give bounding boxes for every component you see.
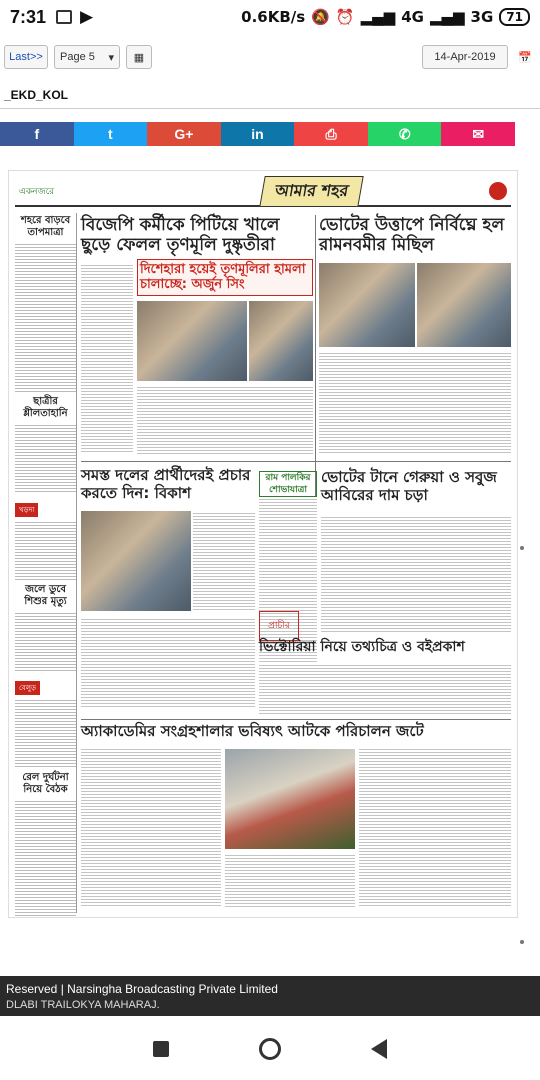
ad-box[interactable]: প্রাচীর <box>259 611 299 641</box>
share-bar <box>0 122 515 146</box>
recents-icon[interactable] <box>153 1041 169 1057</box>
sim-icon <box>56 10 72 24</box>
side-heading-3[interactable]: জলে ডুবে শিশুর মৃত্যু <box>24 584 67 607</box>
headline-3[interactable]: দিশেহারা হয়েই তৃণমূলিরা হামলা চালাচ্ছে: অর্জুন সিং <box>137 259 313 296</box>
headline-1[interactable]: বিজেপি কর্মীকে পিটিয়ে খালে ছুড়ে ফেলল তৃণমূলি দুষ্কৃতীরা <box>81 215 280 256</box>
grid-view-icon[interactable]: ▦ <box>126 45 152 69</box>
article-text <box>15 611 76 671</box>
headline-4[interactable]: সমস্ত দলের প্রার্থীদেরই প্রচার করতে দিন: বিকাশ <box>81 466 251 502</box>
page-indicator-dot <box>520 546 524 550</box>
mute-icon: 🔕 <box>311 8 330 26</box>
signal-icon-2: ▂▄▆ <box>429 8 465 26</box>
headline-5[interactable]: ভোটের টানে গেরুয়া ও সবুজ আবিরের দাম চড়া <box>321 468 497 504</box>
news-photo[interactable] <box>417 263 511 347</box>
article-text <box>15 242 76 392</box>
headline-7[interactable]: অ্যাকাডেমির সংগ্রহশালার ভবিষ্যৎ আটকে পরিচালন জটে <box>81 722 424 740</box>
network-speed: 0.6KB/s <box>241 8 306 26</box>
home-icon[interactable] <box>259 1038 281 1060</box>
masthead-title: আমার শহর <box>260 176 365 207</box>
article-text <box>15 423 76 493</box>
calendar-icon[interactable]: 📅 <box>518 51 532 64</box>
headline-2[interactable]: ভোটের উত্তাপে নির্বিঘ্নে হল রামনবমীর মিছিল <box>319 215 505 256</box>
article-text <box>225 853 355 907</box>
news-photo[interactable] <box>81 511 191 611</box>
article-text <box>319 351 511 455</box>
epaper-toolbar <box>0 40 540 74</box>
article-text <box>193 511 255 611</box>
left-column <box>15 213 77 913</box>
network-type-2: 3G <box>470 8 494 26</box>
whatsapp-icon[interactable]: ✆ <box>368 122 442 146</box>
news-photo[interactable] <box>319 263 415 347</box>
status-time: 7:31 <box>10 6 47 27</box>
print-icon[interactable]: ⎙ <box>294 122 368 146</box>
side-heading-4[interactable]: রেল দুর্ঘটনা নিয়ে বৈঠক <box>22 772 69 795</box>
masthead-left: একনজরে <box>19 186 55 197</box>
section-rule <box>81 719 511 720</box>
facebook-icon[interactable]: f <box>0 122 74 146</box>
article-text <box>137 385 313 455</box>
battery-indicator: 71 <box>499 8 530 26</box>
side-tag-2: বেলুড় <box>15 681 40 695</box>
status-bar <box>0 0 540 34</box>
article-text <box>259 663 511 715</box>
page-masthead <box>15 177 511 207</box>
article-text <box>15 698 76 768</box>
linkedin-icon[interactable]: in <box>221 122 295 146</box>
headline-8[interactable]: রাম পালকির শোভাযাত্রা <box>259 471 317 497</box>
copyright-text: Reserved | Narsingha Broadcasting Private Limited <box>6 982 278 996</box>
newspaper-page[interactable] <box>8 170 518 918</box>
article-text <box>15 799 76 918</box>
side-heading-2[interactable]: ছাত্রীর শ্লীলতাহানি <box>23 396 68 419</box>
column-rule <box>315 215 316 515</box>
footer-line-2: DLABI TRAILOKYA MAHARAJ. <box>6 999 160 1011</box>
article-text <box>321 515 511 633</box>
twitter-icon[interactable]: t <box>74 122 148 146</box>
divider <box>0 108 540 109</box>
article-text <box>359 747 511 907</box>
masthead-logo <box>489 182 507 200</box>
chevron-down-icon: ▾ <box>108 51 114 64</box>
headline-6[interactable]: ভিক্টোরিয়া নিয়ে তথ্যচিত্র ও বইপ্রকাশ <box>259 639 465 655</box>
signal-icon: ▂▄▆ <box>360 8 396 26</box>
page-select-value: Page 5 <box>60 51 95 63</box>
alarm-icon: ⏰ <box>335 8 355 26</box>
article-text <box>15 520 76 580</box>
googleplus-icon[interactable]: G+ <box>147 122 221 146</box>
play-icon: ▶ <box>80 7 94 27</box>
page-indicator-dot <box>520 940 524 944</box>
side-heading-1[interactable]: শহরে বাড়বে তাপমাত্রা <box>20 215 71 238</box>
news-photo[interactable] <box>225 749 355 849</box>
article-text <box>81 747 221 907</box>
last-page-button[interactable]: Last>> <box>4 45 48 69</box>
date-field[interactable]: 14-Apr-2019 <box>422 45 508 69</box>
email-icon[interactable]: ✉ <box>441 122 515 146</box>
side-tag-1: খড়দা <box>15 503 38 517</box>
site-footer <box>0 976 540 1016</box>
section-rule <box>81 461 511 462</box>
article-text <box>81 617 255 707</box>
page-select[interactable] <box>54 45 120 69</box>
edition-label: _EKD_KOL <box>4 88 69 102</box>
news-photo[interactable] <box>137 301 247 381</box>
article-text <box>81 263 133 453</box>
network-type-1: 4G <box>401 8 424 26</box>
news-photo[interactable] <box>249 301 313 381</box>
system-navigation <box>0 1018 540 1080</box>
back-icon[interactable] <box>371 1039 387 1059</box>
